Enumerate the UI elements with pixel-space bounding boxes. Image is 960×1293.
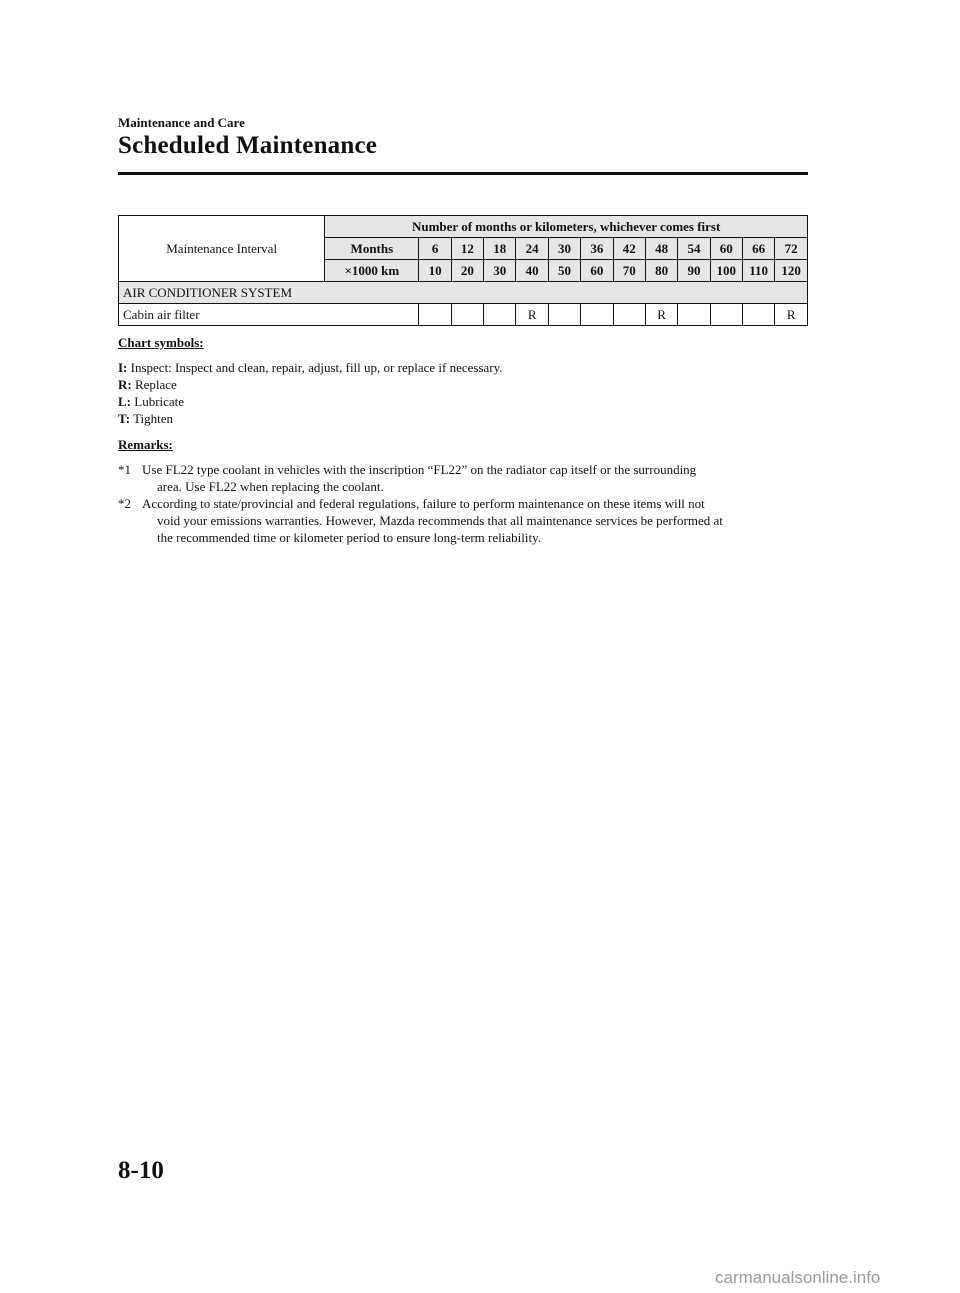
schedule-cell [678, 304, 710, 326]
symbol-item [118, 410, 503, 427]
km-cell: 100 [710, 260, 742, 282]
remark-line: area. Use FL22 when replacing the coolant. [157, 479, 384, 494]
month-cell: 30 [548, 238, 580, 260]
symbol-key: T: [118, 411, 131, 426]
remark-line: the recommended time or kilometer period to ensure long-term reliability. [157, 530, 541, 545]
schedule-cell [548, 304, 580, 326]
interval-header: Number of months or kilometers, whichever comes first [325, 216, 808, 238]
months-label: Months [325, 238, 419, 260]
system-heading: AIR CONDITIONER SYSTEM [119, 282, 808, 304]
watermark-link[interactable]: carmanualsonline.info [715, 1268, 881, 1287]
km-cell: 110 [742, 260, 774, 282]
schedule-cell: R [775, 304, 808, 326]
title-divider [118, 172, 808, 175]
month-cell: 18 [484, 238, 516, 260]
month-cell: 66 [742, 238, 774, 260]
maintenance-table [118, 215, 808, 326]
month-cell: 48 [645, 238, 677, 260]
km-cell: 40 [516, 260, 548, 282]
month-cell: 60 [710, 238, 742, 260]
system-heading-row [119, 282, 808, 304]
remark-text [142, 461, 808, 495]
symbol-item [118, 376, 503, 393]
month-cell: 54 [678, 238, 710, 260]
month-cell: 72 [775, 238, 808, 260]
symbol-item [118, 359, 503, 376]
item-name: Cabin air filter [119, 304, 419, 326]
km-cell: 70 [613, 260, 645, 282]
symbol-text: Lubricate [134, 394, 185, 409]
schedule-cell [581, 304, 613, 326]
remark-text [142, 495, 808, 546]
km-cell: 10 [419, 260, 451, 282]
schedule-cell: R [645, 304, 677, 326]
symbol-key: R: [118, 377, 132, 392]
remark-line: According to state/provincial and federal regulations, failure to perform maintenance on these items will not [142, 496, 705, 511]
km-cell: 90 [678, 260, 710, 282]
remark-line: void your emissions warranties. However, Mazda recommends that all maintenance services be performed at [157, 513, 723, 528]
chart-symbols-list [118, 359, 503, 427]
km-cell: 20 [451, 260, 483, 282]
remarks-list [118, 461, 808, 546]
page-title: Scheduled Maintenance [118, 132, 378, 159]
symbol-text: Replace [134, 377, 177, 392]
remark-mark: *2 [118, 496, 131, 511]
km-cell: 50 [548, 260, 580, 282]
schedule-cell [419, 304, 451, 326]
symbol-key: L: [118, 394, 131, 409]
symbol-item [118, 393, 503, 410]
table-header-row [119, 216, 808, 238]
schedule-cell [710, 304, 742, 326]
schedule-cell: R [516, 304, 548, 326]
km-cell: 30 [484, 260, 516, 282]
km-cell: 60 [581, 260, 613, 282]
month-cell: 42 [613, 238, 645, 260]
remark-mark: *1 [118, 462, 131, 477]
schedule-cell [484, 304, 516, 326]
km-cell: 120 [775, 260, 808, 282]
symbol-text: Tighten [133, 411, 174, 426]
km-label: ×1000 km [325, 260, 419, 282]
interval-label: Maintenance Interval [119, 216, 325, 282]
remark-line: Use FL22 type coolant in vehicles with the inscription “FL22” on the radiator cap itself or the surrounding [142, 462, 697, 477]
symbol-key: I: [118, 360, 128, 375]
schedule-cell [451, 304, 483, 326]
month-cell: 24 [516, 238, 548, 260]
month-cell: 36 [581, 238, 613, 260]
table-row [119, 304, 808, 326]
chart-symbols-title: Chart symbols: [118, 335, 204, 350]
remark-item [118, 461, 808, 495]
page-number: 8-10 [118, 1157, 164, 1184]
section-label: Maintenance and Care [118, 115, 245, 130]
remark-item [118, 495, 808, 546]
schedule-cell [742, 304, 774, 326]
month-cell: 12 [451, 238, 483, 260]
symbol-text: Inspect: Inspect and clean, repair, adjust, fill up, or replace if necessary. [130, 360, 503, 375]
month-cell: 6 [419, 238, 451, 260]
km-cell: 80 [645, 260, 677, 282]
remarks-title: Remarks: [118, 437, 173, 452]
item-rows [119, 304, 808, 326]
schedule-cell [613, 304, 645, 326]
